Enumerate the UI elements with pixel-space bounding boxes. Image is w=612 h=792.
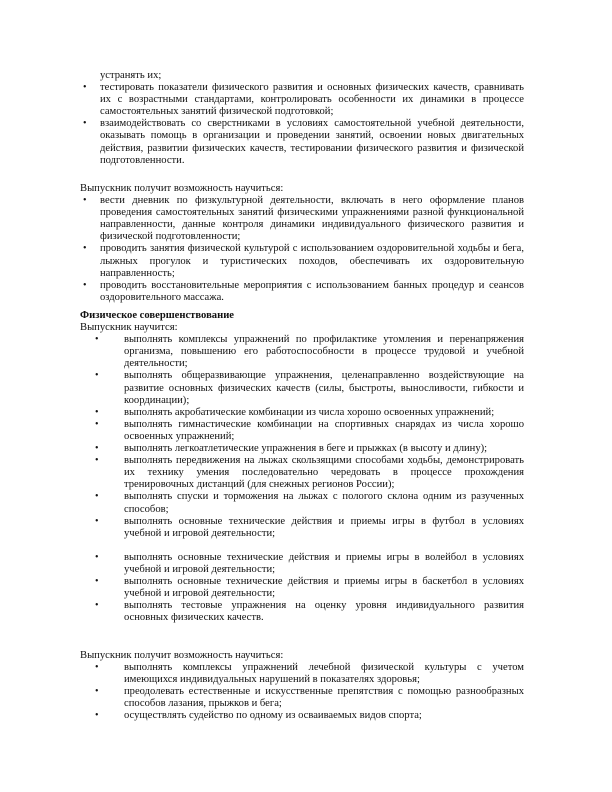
section-block <box>80 310 524 624</box>
list-item <box>92 407 524 419</box>
bullet-icon: • <box>83 243 87 255</box>
list-item-text: тестировать показатели физического развития и основных физических качеств, сравнивать их с возрастными стандартами, контролировать особенности их динамики в процессе самостоятельных занятий физической подготовкой; <box>100 82 524 118</box>
opportunity-block-2 <box>80 650 524 723</box>
list-item-text: выполнять легкоатлетические упражнения в беге и прыжках (в высоту и длину); <box>124 443 488 455</box>
bullet-icon: • <box>95 710 99 722</box>
bullet-icon: • <box>95 334 99 346</box>
list-item-text: проводить восстановительные мероприятия с использованием банных процедур и сеансов оздоровительного массажа. <box>100 279 524 303</box>
continuation-text: устранять их; <box>100 70 162 81</box>
list-item <box>92 455 524 491</box>
bullet-icon: • <box>95 600 99 612</box>
list-item <box>92 552 524 576</box>
list-item <box>80 82 524 118</box>
list-item-text: выполнять передвижения на лыжах скользящими способами ходьбы, демонстрировать их технику умения последовательно чередовать в процессе прохождения тренировочных дистанций (для снежных регионов России); <box>124 455 524 491</box>
opportunity-intro: Выпускник получит возможность научиться: <box>80 650 284 661</box>
list-item-text: выполнять основные технические действия и приемы игры в футбол в условиях учебной и игровой деятельности; <box>124 515 524 539</box>
bullet-icon: • <box>83 118 87 130</box>
bullet-icon: • <box>95 491 99 503</box>
list-item <box>92 662 524 686</box>
bullet-icon: • <box>95 515 99 527</box>
section-list <box>92 334 524 540</box>
list-item <box>92 334 524 370</box>
list-item <box>80 195 524 243</box>
bullet-icon: • <box>95 443 99 455</box>
list-item-text: осуществлять судейство по одному из осваиваемых видов спорта; <box>124 710 422 722</box>
list-item <box>92 419 524 443</box>
top-block <box>80 70 524 167</box>
list-item-text: выполнять акробатические комбинации из числа хорошо освоенных упражнений; <box>124 406 495 418</box>
opportunity-block-1 <box>80 183 524 304</box>
opportunity-list-1 <box>80 195 524 304</box>
list-item-text: выполнять общеразвивающие упражнения, целенаправленно воздействующие на развитие основных физических качеств (силы, быстроты, выносливости, гибкости и координации); <box>124 370 524 406</box>
bullet-icon: • <box>95 662 99 674</box>
bullet-icon: • <box>95 455 99 467</box>
list-item <box>92 600 524 624</box>
list-item-text: взаимодействовать со сверстниками в условиях самостоятельной учебной деятельности, оказывать помощь в организации и проведении занятий, освоении новых двигательных действия, развитии физических качеств, тестировании физического развития и физической подготовленности. <box>100 118 524 166</box>
top-list <box>80 82 524 167</box>
bullet-icon: • <box>95 418 99 430</box>
list-item-text: преодолевать естественные и искусственные препятствия с помощью разнообразных способов лазания, прыжков и бега; <box>124 686 524 710</box>
list-item <box>92 710 524 722</box>
list-item-text: выполнять основные технические действия и приемы игры в баскетбол в условиях учебной и игровой деятельности; <box>124 575 524 600</box>
list-item-text: проводить занятия физической культурой с использованием оздоровительной ходьбы и бега, лыжных прогулок и туристических походов, обеспечивать их оздоровительную направленность; <box>100 243 524 279</box>
opportunity-intro: Выпускник получит возможность научиться: <box>80 183 284 194</box>
list-item <box>80 280 524 304</box>
list-item <box>80 118 524 166</box>
list-item <box>92 516 524 540</box>
list-item <box>80 243 524 279</box>
section-list-continued <box>92 552 524 625</box>
bullet-icon: • <box>95 406 99 418</box>
bullet-icon: • <box>83 82 87 94</box>
opportunity-list-2 <box>92 662 524 722</box>
list-item-text: выполнять гимнастические комбинации на спортивных снарядах из числа хорошо освоенных упражнений; <box>124 418 524 442</box>
bullet-icon: • <box>83 279 87 291</box>
list-item <box>92 370 524 406</box>
bullet-icon: • <box>95 686 99 698</box>
list-item-text: выполнять комплексы упражнений по профилактике утомления и перенапряжения организма, повышению его работоспособности в процессе трудовой и учебной деятельности; <box>124 334 524 370</box>
section-heading: Физическое совершенствование <box>80 310 234 321</box>
list-item-text: выполнять комплексы упражнений лечебной физической культуры с учетом имеющихся индивидуальных нарушений в показателях здоровья; <box>124 662 524 686</box>
list-item <box>92 576 524 600</box>
bullet-icon: • <box>95 370 99 382</box>
list-item <box>92 443 524 455</box>
list-item <box>92 686 524 710</box>
spacer <box>80 540 524 552</box>
list-item-text: выполнять спуски и торможения на лыжах с пологого склона одним из разученных способов; <box>124 491 524 515</box>
section-intro: Выпускник научится: <box>80 322 178 334</box>
list-item-text: выполнять основные технические действия и приемы игры в волейбол в условиях учебной и игровой деятельности; <box>124 551 524 575</box>
list-item-text: вести дневник по физкультурной деятельности, включать в него оформление планов проведения самостоятельных занятий физическими упражнениями разной функциональной направленности, данные контроля динамики индивидуального физического развития и физической подготовленности; <box>100 195 524 243</box>
bullet-icon: • <box>83 195 87 207</box>
bullet-icon: • <box>95 551 99 563</box>
list-item-text: выполнять тестовые упражнения на оценку уровня индивидуального развития основных физических качеств. <box>124 600 524 624</box>
list-item <box>92 491 524 515</box>
bullet-icon: • <box>95 575 99 587</box>
